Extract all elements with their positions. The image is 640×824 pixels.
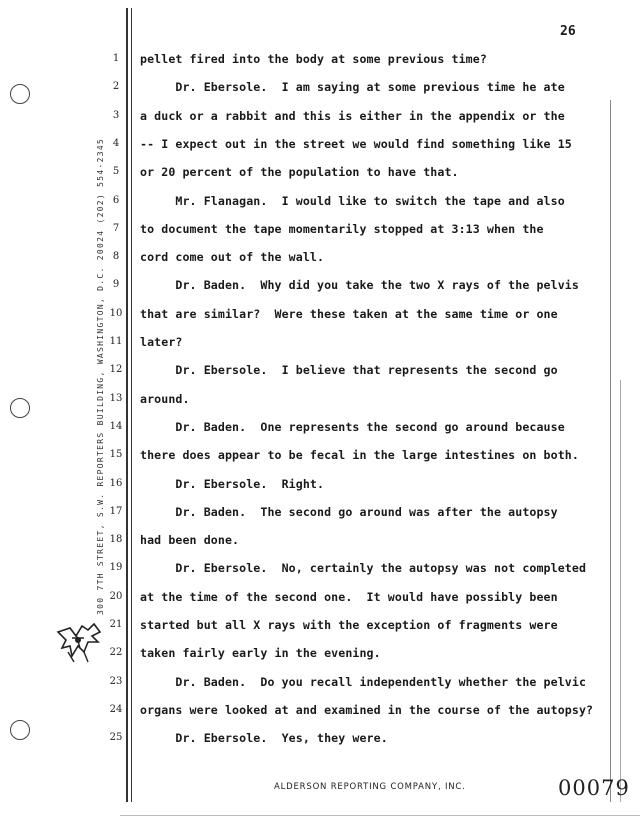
punch-hole: [10, 720, 30, 740]
transcript-line: Dr. Ebersole. Right.: [140, 476, 325, 491]
line-number: 25: [109, 732, 123, 744]
line-number: 22: [109, 647, 123, 659]
line-number: 21: [109, 619, 123, 630]
margin-rule: [620, 380, 621, 802]
line-number: 9: [112, 279, 120, 291]
margin-rule: [610, 100, 611, 802]
line-number: 5: [112, 166, 120, 178]
transcript-line: later?: [140, 335, 183, 349]
transcript-line: Dr. Ebersole. No, certainly the autopsy was not completed: [140, 561, 587, 576]
punch-hole: [10, 84, 30, 104]
document-number: 00079: [558, 776, 630, 800]
page-number: 26: [560, 24, 576, 39]
transcript-line: that are similar? Were these taken at the same time or one: [140, 306, 558, 321]
punch-hole: [10, 398, 30, 418]
line-number: 18: [109, 534, 123, 546]
transcript-line: or 20 percent of the population to have that.: [140, 165, 459, 180]
transcript-line: Dr. Baden. Do you recall independently whether the pelvic: [140, 674, 587, 689]
transcript-line: Dr. Baden. One represents the second go around because: [140, 419, 565, 434]
line-number: 4: [112, 137, 120, 149]
transcript-line: had been done.: [140, 533, 240, 548]
line-number: 6: [112, 194, 120, 206]
transcript-line: at the time of the second one. It would have possibly been: [140, 589, 558, 604]
line-number: 12: [109, 364, 123, 376]
bottom-edge: [120, 815, 640, 816]
line-number: 8: [112, 251, 120, 263]
line-number: 23: [109, 675, 123, 687]
transcript-line: Dr. Baden. The second go around was after the autopsy: [140, 504, 558, 519]
line-number: 17: [109, 505, 123, 517]
line-number: 14: [109, 420, 123, 432]
line-number: 19: [109, 562, 123, 574]
transcript-line: pellet fired into the body at some previous time?: [140, 52, 487, 66]
transcript-line: Dr. Ebersole. I am saying at some previous time he ate: [140, 80, 565, 95]
transcript-line: to document the tape momentarily stopped at 3:13 when the: [140, 221, 544, 236]
transcript-line: -- I expect out in the street we would find something like 15: [140, 136, 572, 151]
line-number: 7: [112, 222, 120, 234]
line-number: 11: [109, 336, 123, 347]
eagle-seal-icon: [54, 618, 104, 664]
line-number: 13: [109, 392, 123, 404]
transcript-line: cord come out of the wall.: [140, 250, 325, 265]
line-number: 16: [109, 477, 123, 489]
transcript-line: Mr. Flanagan. I would like to switch the tape and also: [140, 193, 565, 208]
line-number: 2: [112, 81, 120, 93]
line-number: 15: [109, 449, 123, 461]
transcript-line: Dr. Baden. Why did you take the two X rays of the pelvis: [140, 278, 579, 293]
line-number: 24: [109, 703, 123, 715]
transcript-line: a duck or a rabbit and this is either in the appendix or the: [140, 108, 565, 123]
line-number: 20: [109, 590, 123, 602]
transcript-line: Dr. Ebersole. I believe that represents the second go: [140, 363, 558, 378]
line-number: 3: [112, 109, 120, 121]
line-number: 1: [112, 53, 120, 64]
transcript-line: started but all X rays with the exception of fragments were: [140, 618, 558, 632]
footer-company: ALDERSON REPORTING COMPANY, INC.: [274, 782, 466, 792]
transcript-line: Dr. Ebersole. Yes, they were.: [140, 731, 388, 746]
reporter-address: 300 7TH STREET, S.W. REPORTERS BUILDING, WASHINGTON, D.C. 20024 (202) 554-2345: [96, 137, 105, 615]
line-number: 10: [109, 307, 123, 319]
transcript-line: around.: [140, 391, 190, 406]
margin-rule: [126, 8, 128, 802]
transcript-line: taken fairly early in the evening.: [140, 646, 381, 661]
transcript-line: organs were looked at and examined in the course of the autopsy?: [140, 702, 594, 717]
margin-rule: [131, 8, 132, 802]
transcript-line: there does appear to be fecal in the large intestines on both.: [140, 448, 579, 463]
